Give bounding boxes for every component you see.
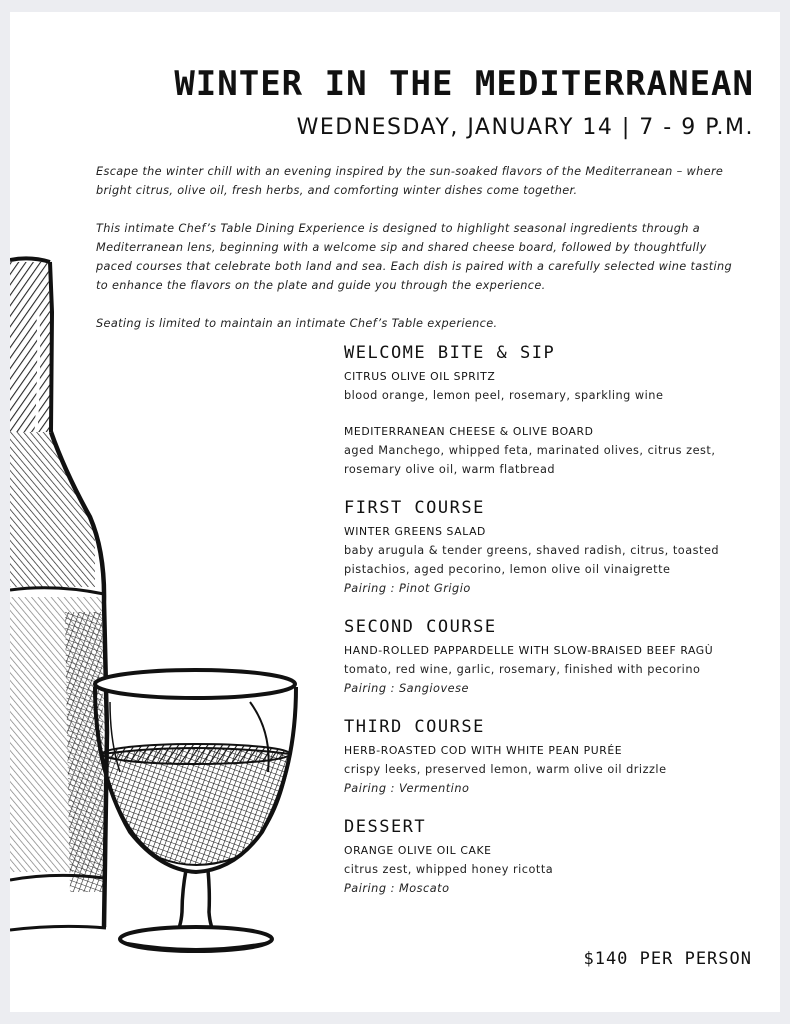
wine-pairing: Pairing : Sangiovese [344,682,469,695]
menu-item [344,367,764,405]
section-dessert [344,816,764,898]
section-title: THIRD COURSE [344,717,485,737]
section-welcome [344,342,764,479]
dish-description: blood orange, lemon peel, rosemary, sparkling wine [344,389,664,402]
event-title: WINTER IN THE MEDITERRANEAN [174,64,754,104]
price-per-person: $140 PER PERSON [583,949,752,969]
event-date-time: WEDNESDAY, JANUARY 14 | 7 - 9 P.M. [296,115,754,140]
intro-paragraph: This intimate Chef’s Table Dining Experience is designed to highlight seasonal ingredients through a Mediterranean lens, beginning with a welcome sip and shared cheese board, followed by thoughtfully paced courses that celebrate both land and sea. Each dish is paired with a carefully selected wine tasting to enhance the flavors on the plate and guide you through the experience. [96,222,733,292]
section-first-course [344,497,764,598]
menu-item [344,841,764,898]
section-second-course [344,616,764,698]
dish-description: tomato, red wine, garlic, rosemary, finished with pecorino [344,663,701,676]
wine-pairing: Pairing : Moscato [344,882,450,895]
wine-pairing: Pairing : Pinot Grigio [344,582,471,595]
menu-item [344,741,764,798]
dish-description: baby arugula & tender greens, shaved radish, citrus, toasted pistachios, aged pecorino, lemon olive oil vinaigrette [344,544,720,576]
section-title: WELCOME BITE & SIP [344,343,556,363]
section-title: FIRST COURSE [344,498,485,518]
menu-page [10,12,780,1012]
dish-name: CITRUS OLIVE OIL SPRITZ [344,370,496,383]
section-title: SECOND COURSE [344,617,497,637]
intro-paragraph: Seating is limited to maintain an intimate Chef’s Table experience. [96,317,498,330]
dish-name: HAND-ROLLED PAPPARDELLE WITH SLOW-BRAISED BEEF RAGÙ [344,644,714,657]
intro-paragraph: Escape the winter chill with an evening inspired by the sun-soaked flavors of the Mediterranean – where bright citrus, olive oil, fresh herbs, and comforting winter dishes come together. [96,165,724,197]
wine-pairing: Pairing : Vermentino [344,782,470,795]
dish-description: citrus zest, whipped honey ricotta [344,863,554,876]
dish-name: ORANGE OLIVE OIL CAKE [344,844,492,857]
event-description [96,162,746,352]
wine-glass-icon [95,670,296,951]
section-title: DESSERT [344,817,427,837]
course-menu [344,342,764,916]
dish-description: crispy leeks, preserved lemon, warm olive oil drizzle [344,763,667,776]
menu-item [344,641,764,698]
dish-name: WINTER GREENS SALAD [344,525,486,538]
section-third-course [344,716,764,798]
wine-bottle-icon [10,258,107,930]
dish-name: HERB-ROASTED COD WITH WHITE PEAN PURÉE [344,744,623,757]
dish-description: aged Manchego, whipped feta, marinated olives, citrus zest, rosemary olive oil, warm flatbread [344,444,716,476]
menu-item [344,422,764,479]
menu-item [344,522,764,598]
dish-name: MEDITERRANEAN CHEESE & OLIVE BOARD [344,425,594,438]
